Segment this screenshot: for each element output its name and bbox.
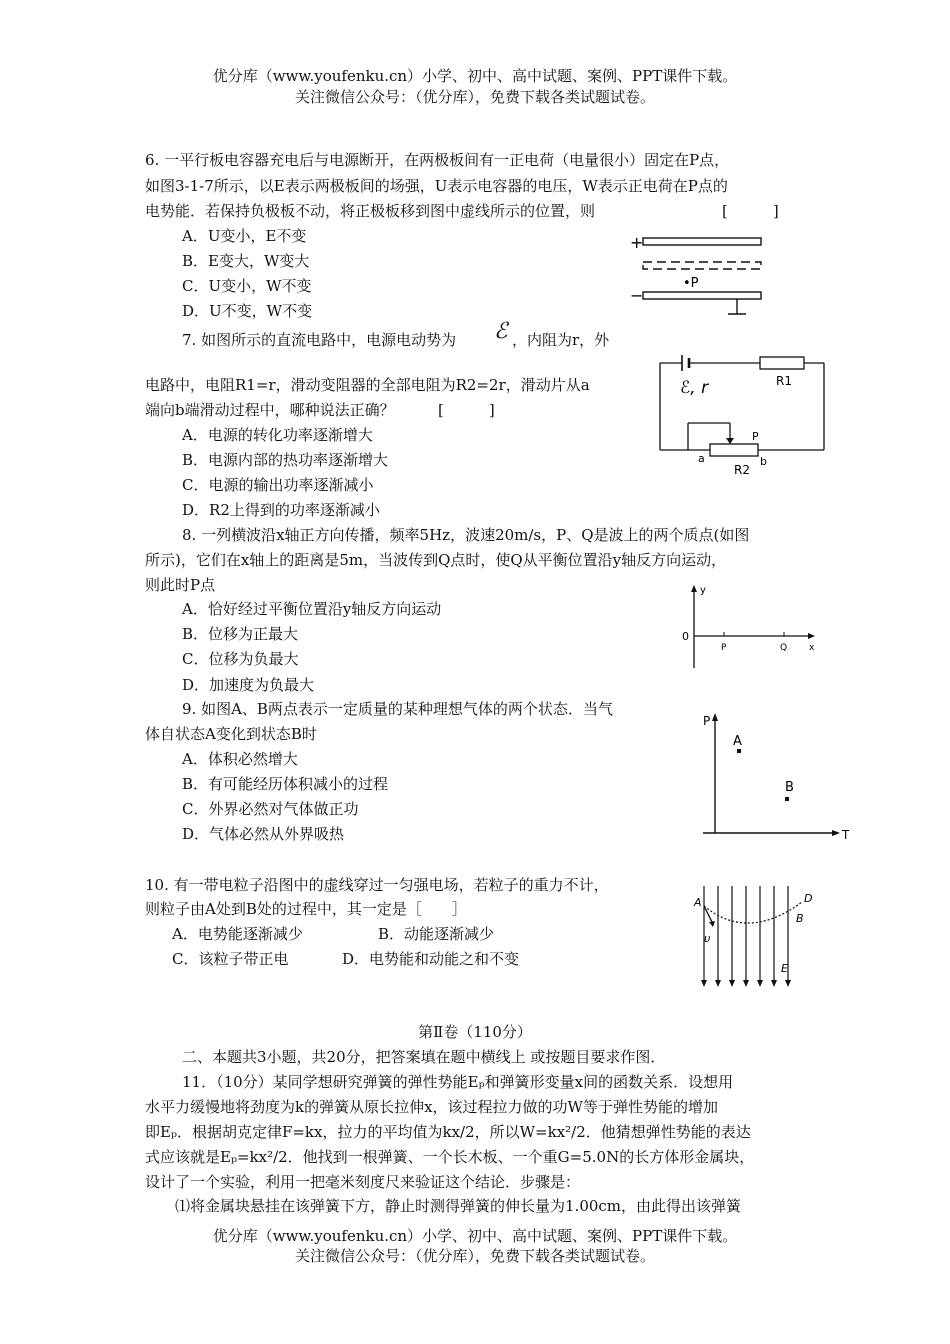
q8-option-d: D．加速度为负最大 — [182, 676, 315, 694]
q9-fig-t: T — [842, 828, 850, 842]
q7-option-d: D．R2上得到的功率逐渐减小 — [182, 501, 380, 519]
q7-stem-3: 端向b端滑动过程中，哪种说法正确？ — [145, 401, 395, 419]
q10-field-figure — [692, 880, 822, 992]
header-line-1: 优分库（www.youfenku.cn）小学、初中、高中试题、案例、PPT课件下载。 — [212, 67, 738, 85]
q9-option-c: C．外界必然对气体做正功 — [182, 800, 359, 818]
q7-fig-r2: R2 — [734, 463, 750, 477]
q7-fig-p: P — [752, 430, 759, 443]
q7-option-a: A．电源的转化功率逐渐增大 — [182, 426, 373, 444]
q9-option-b: B．有可能经历体积减小的过程 — [182, 775, 389, 793]
q6-stem-2: 如图3-1-7所示，以E表示两极板间的场强，U表示电容器的电压，W表示正电荷在P点的 — [145, 177, 728, 195]
q9-option-d: D．气体必然从外界吸热 — [182, 825, 345, 843]
q8-fig-origin: 0 — [682, 630, 689, 643]
q10-fig-d: D — [804, 892, 813, 905]
q6-option-c: C．U变小，W不变 — [182, 277, 312, 295]
q10-stem-2: 则粒子由A处到B处的过程中，其一定是［ ］ — [145, 900, 467, 918]
q8-fig-q: Q — [780, 643, 788, 653]
q11-line-6: ⑴将金属块悬挂在该弹簧下方，静止时测得弹簧的伸长量为1.00cm，由此得出该弹簧 — [175, 1197, 742, 1215]
q11-line-3: 即Eₚ．根据胡克定律F=kx，拉力的平均值为kx/2，所以W=kx²/2．他猜想弹性势能的表达 — [145, 1123, 751, 1141]
q9-stem-1: 9. 如图A、B两点表示一定质量的某种理想气体的两个状态．当气 — [182, 700, 613, 718]
q6-stem-3: 电势能．若保持负极板不动，将正极板移到图中虚线所示的位置，则 — [145, 202, 596, 220]
q11-line-2: 水平力缓慢地将劲度为k的弹簧从原长拉伸x，该过程拉力做的功W等于弹性势能的增加 — [145, 1098, 718, 1116]
q7-circuit-figure — [652, 345, 832, 480]
q10-fig-e: E — [781, 962, 788, 975]
q8-option-c: C．位移为负最大 — [182, 650, 299, 668]
q7-fig-a: a — [698, 452, 705, 465]
q10-fig-v: υ — [704, 932, 711, 945]
q8-stem-2: 所示)，它们在x轴上的距离是5m，当波传到Q点时，使Q从平衡位置沿y轴反方向运动， — [145, 551, 727, 569]
q6-option-d: D．U不变，W不变 — [182, 302, 313, 320]
q6-option-b: B．E变大，W变大 — [182, 252, 310, 270]
q10-option-b: B．动能逐渐减少 — [378, 925, 495, 943]
q7-fig-r1: R1 — [776, 374, 792, 388]
q6-fig-point: •P — [683, 276, 699, 291]
q6-bracket: [ ] — [722, 202, 779, 220]
q7-emf-symbol: ℰ — [494, 319, 508, 344]
q9-option-a: A．体积必然增大 — [182, 750, 298, 768]
q9-stem-2: 体自状态A变化到状态B时 — [145, 725, 317, 743]
q9-pt-graph-figure — [695, 705, 855, 850]
q6-fig-plus: + — [630, 233, 644, 252]
q11-line-5: 设计了一个实验，利用一把毫米刻度尺来验证这个结论．步骤是： — [145, 1173, 581, 1191]
q7-option-b: B．电源内部的热功率逐渐增大 — [182, 451, 389, 469]
q8-fig-y: y — [700, 585, 706, 596]
q10-option-d: D．电势能和动能之和不变 — [342, 950, 520, 968]
q7-bracket: [ ] — [438, 401, 495, 419]
q8-fig-p: P — [721, 643, 727, 653]
q6-option-a: A．U变小，E不变 — [182, 227, 307, 245]
q10-stem-1: 10. 有一带电粒子沿图中的虚线穿过一匀强电场，若粒子的重力不计， — [145, 876, 609, 894]
q6-fig-minus: − — [630, 286, 644, 305]
q6-capacitor-figure — [625, 230, 775, 325]
q8-stem-3: 则此时P点 — [145, 576, 216, 594]
q8-option-b: B．位移为正最大 — [182, 625, 299, 643]
q7-stem-1: 7. 如图所示的直流电路中，电源电动势为 — [182, 331, 457, 349]
q8-option-a: A．恰好经过平衡位置沿y轴反方向运动 — [182, 600, 442, 618]
q9-fig-b: B — [785, 780, 794, 795]
part2-intro: 二、本题共3小题，共20分，把答案填在题中横线上 或按题目要求作图． — [182, 1048, 666, 1066]
q7-stem-2: 电路中，电阻R1=r，滑动变阻器的全部电阻为R2=2r，滑动片从a — [145, 376, 590, 394]
q11-line-1: 11．（10分）某同学想研究弹簧的弹性势能Eₚ和弹簧形变量x间的函数关系．设想用 — [182, 1073, 734, 1091]
q9-fig-p: P — [703, 714, 711, 728]
q7-fig-b: b — [760, 455, 767, 468]
part2-title: 第Ⅱ卷（110分） — [418, 1023, 532, 1041]
q9-fig-a: A — [733, 734, 742, 749]
q10-option-a: A．电势能逐渐减少 — [172, 925, 303, 943]
q10-fig-b: B — [796, 912, 804, 925]
q8-fig-x: x — [809, 643, 815, 653]
q10-fig-a: A — [694, 896, 702, 909]
header-line-2: 关注微信公众号：（优分库），免费下载各类试题试卷。 — [294, 88, 655, 106]
q7-stem-1b: ，内阻为r，外 — [512, 331, 610, 349]
q11-line-4: 式应该就是Eₚ=kx²/2．他找到一根弹簧、一个长木板、一个重G=5.0N的长方体形金属块， — [145, 1148, 755, 1166]
footer-line-1: 优分库（www.youfenku.cn）小学、初中、高中试题、案例、PPT课件下载。 — [212, 1227, 738, 1245]
q10-option-c: C．该粒子带正电 — [172, 950, 289, 968]
q8-wave-axis-figure — [672, 580, 822, 675]
q8-stem-1: 8. 一列横波沿x轴正方向传播，频率5Hz，波速20m/s，P、Q是波上的两个质点(如图 — [182, 526, 750, 544]
q7-fig-emf: ℰ, r — [680, 378, 709, 398]
footer-line-2: 关注微信公众号：（优分库），免费下载各类试题试卷。 — [294, 1247, 655, 1265]
q7-option-c: C．电源的输出功率逐渐减小 — [182, 476, 374, 494]
q6-stem-1: 6. 一平行板电容器充电后与电源断开，在两极板间有一正电荷（电量很小）固定在P点， — [145, 151, 730, 169]
